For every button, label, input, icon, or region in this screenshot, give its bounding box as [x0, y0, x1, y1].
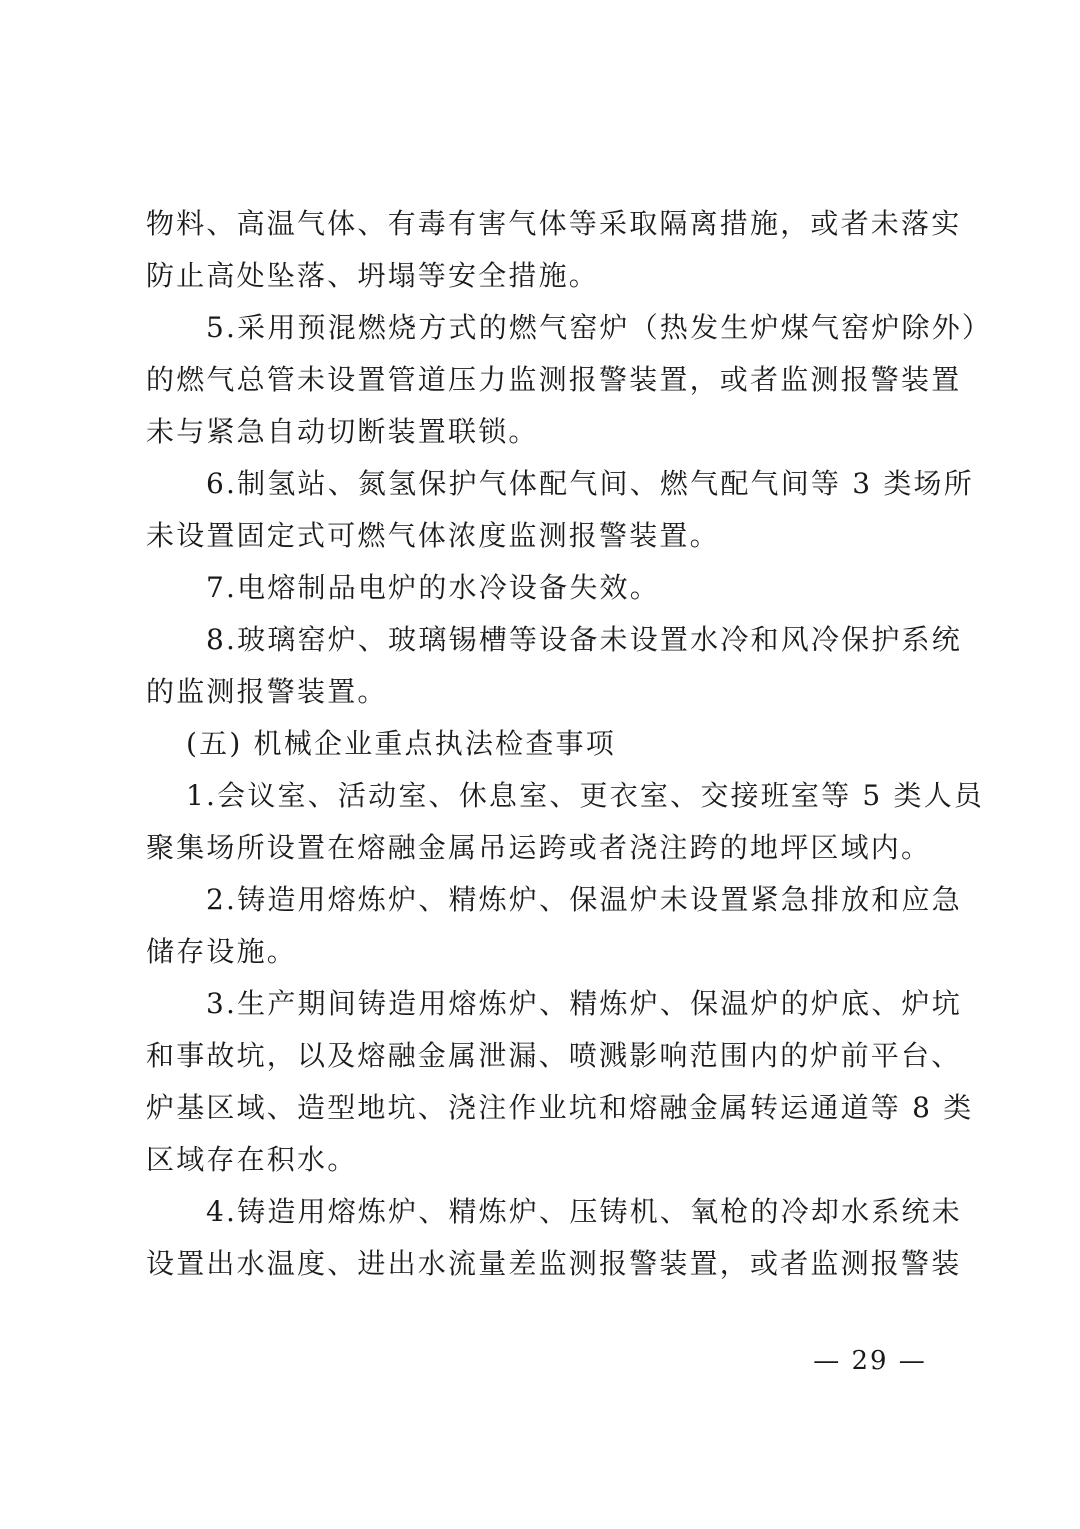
- page-number: — 29 —: [813, 1346, 927, 1376]
- section-heading: (五) 机械企业重点执法检查事项: [186, 727, 616, 760]
- text-line: 和事故坑，以及熔融金属泄漏、喷溅影响范围内的炉前平台、: [146, 1039, 962, 1072]
- document-body: [146, 198, 993, 1290]
- text-line: 8.玻璃窑炉、玻璃锡槽等设备未设置水冷和风冷保护系统: [206, 623, 962, 656]
- text-line: 1.会议室、活动室、休息室、更衣室、交接班室等 5 类人员: [186, 779, 985, 812]
- text-line: 的燃气总管未设置管道压力监测报警装置，或者监测报警装置: [146, 363, 962, 396]
- text-line: 防止高处坠落、坍塌等安全措施。: [146, 259, 600, 292]
- text-line: 储存设施。: [146, 935, 298, 968]
- text-line: 聚集场所设置在熔融金属吊运跨或者浇注跨的地坪区域内。: [146, 831, 932, 864]
- text-line: 设置出水温度、进出水流量差监测报警装置，或者监测报警装: [146, 1247, 962, 1280]
- text-line: 区域存在积水。: [146, 1143, 358, 1176]
- text-line: 4.铸造用熔炼炉、精炼炉、压铸机、氧枪的冷却水系统未: [206, 1195, 962, 1228]
- text-line: 5.采用预混燃烧方式的燃气窑炉（热发生炉煤气窑炉除外）: [206, 311, 993, 344]
- text-line: 未设置固定式可燃气体浓度监测报警装置。: [146, 519, 720, 552]
- text-line: 3.生产期间铸造用熔炼炉、精炼炉、保温炉的炉底、炉坑: [206, 987, 962, 1020]
- text-line: 炉基区域、造型地坑、浇注作业坑和熔融金属转运通道等 8 类: [146, 1091, 974, 1124]
- text-line: 未与紧急自动切断装置联锁。: [146, 415, 539, 448]
- text-line: 的监测报警装置。: [146, 675, 388, 708]
- text-line: 物料、高温气体、有毒有害气体等采取隔离措施，或者未落实: [146, 207, 962, 240]
- text-line: 7.电熔制品电炉的水冷设备失效。: [206, 571, 660, 604]
- text-line: 6.制氢站、氮氢保护气体配气间、燃气配气间等 3 类场所: [206, 467, 974, 500]
- text-line: 2.铸造用熔炼炉、精炼炉、保温炉未设置紧急排放和应急: [206, 883, 962, 916]
